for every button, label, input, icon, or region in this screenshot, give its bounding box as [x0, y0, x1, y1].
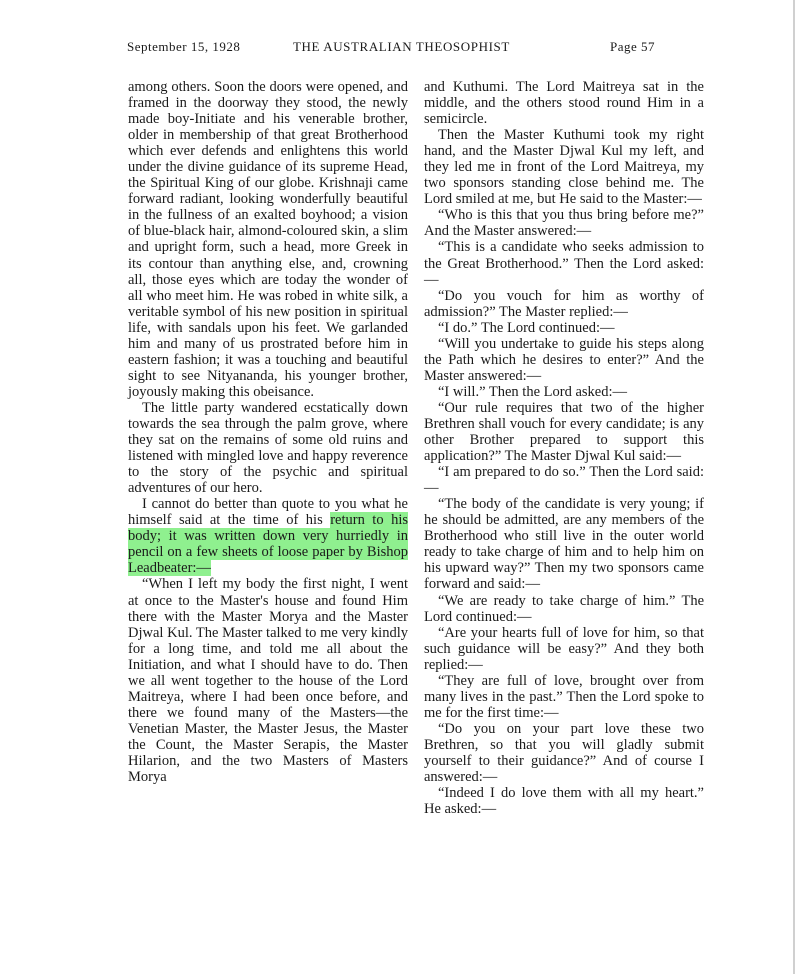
paragraph: “I am prepared to do so.” Then the Lord said:— — [424, 464, 704, 497]
header-date: September 15, 1928 — [127, 39, 241, 54]
paragraph-text: I cannot do better than quote to you what he himself said at the time of his — [128, 496, 408, 529]
paragraph: among others. Soon the doors were opened, and framed in the doorway they stood, the newly made boy-Initiate and his venerable brother, older in membership of that great Brotherhood which ever defends and enlightens this world under the divine guidance of its supreme Head, the Spiritual King of our globe. Krishnaji came forward radiant, looking wonderfully beautiful in the fullness of an exalted boyhood; a vision of blue-black hair, almond-coloured skin, a slim and upright form, such a head, more Greek in its contour than anything else, and, crowning all, those eyes which are today the wonder of all who meet him. He was robed in white silk, a veritable symbol of his new position in spiritual life, with sandals upon his feet. We garlanded him and many of us prostrated before him in eastern fashion; it was a touching and beautiful sight to see Nityananda, his younger brother, joyously making this obeisance. — [128, 79, 408, 400]
paragraph: “We are ready to take charge of him.” The Lord continued:— — [424, 592, 704, 625]
paragraph: “Will you undertake to guide his steps along the Path which he desires to enter?” And the Master answered:— — [424, 335, 704, 384]
paragraph: “Indeed I do love them with all my heart.” He asked:— — [424, 785, 704, 818]
paragraph: “They are full of love, brought over from many lives in the past.” Then the Lord spoke to me for the first time:— — [424, 672, 704, 721]
journal-title: THE AUSTRALIAN THEOSOPHIST — [293, 39, 510, 54]
paragraph: “When I left my body the first night, I went at once to the Master's house and found Him there with the Master Morya and the Master Djwal Kul. The Master talked to me very kindly for a long time, and told me all about the Initiation, and what I should have to do. Then we all went together to the house of the Lord Maitreya, where I had been once before, and there we found many of the Masters—the Venetian Master, the Master Jesus, the Master the Count, the Master Serapis, the Master Hilarion, and the two Masters of Masters Morya — [128, 576, 408, 786]
paragraph: “Who is this that you thus bring before me?” And the Master answered:— — [424, 207, 704, 240]
running-header — [127, 39, 655, 55]
paragraph: Then the Master Kuthumi took my right hand, and the Master Djwal Kul my left, and they led me in front of the Lord Maitreya, my two sponsors standing close behind me. The Lord smiled at me, but He said to the Master:— — [424, 127, 704, 208]
paragraph: “This is a candidate who seeks admission to the Great Brotherhood.” Then the Lord asked:— — [424, 239, 704, 288]
right-column — [424, 79, 704, 817]
paragraph: “I will.” Then the Lord asked:— — [438, 383, 627, 400]
paragraph: “Do you on your part love these two Brethren, so that you will gladly submit yourself to their guidance?” And of course I answered:— — [424, 720, 704, 786]
paragraph: “Are your hearts full of love for him, so that such guidance will be easy?” And they both replied:— — [424, 624, 704, 673]
highlighted-text[interactable]: return to his body; it was written down very hurriedly in pencil on a few sheets of loose paper by Bishop Leadbeater:— — [128, 512, 408, 577]
paragraph-with-highlight — [128, 496, 408, 576]
page-number: Page 57 — [609, 39, 655, 54]
paragraph: The little party wandered ecstatically down towards the sea through the palm grove, where they sat on the remains of some old ruins and listened with mingled love and happy reverence to the story of the psychic and spiritual adventures of our hero. — [128, 399, 408, 497]
paragraph: “Our rule requires that two of the higher Brethren shall vouch for every candidate; is any other Brother prepared to support this application?” The Master Djwal Kul said:— — [424, 399, 704, 465]
paragraph: “The body of the candidate is very young; if he should be admitted, are any members of the Brotherhood who still live in the outer world ready to take charge of him and to help him on his upward way?” Then my two sponsors came forward and said:— — [424, 496, 704, 593]
paragraph: “I do.” The Lord continued:— — [438, 319, 615, 336]
paragraph: “Do you vouch for him as worthy of admission?” The Master replied:— — [424, 287, 704, 320]
left-column — [128, 79, 408, 785]
paragraph: and Kuthumi. The Lord Maitreya sat in the middle, and the others stood round Him in a semicircle. — [424, 79, 704, 128]
